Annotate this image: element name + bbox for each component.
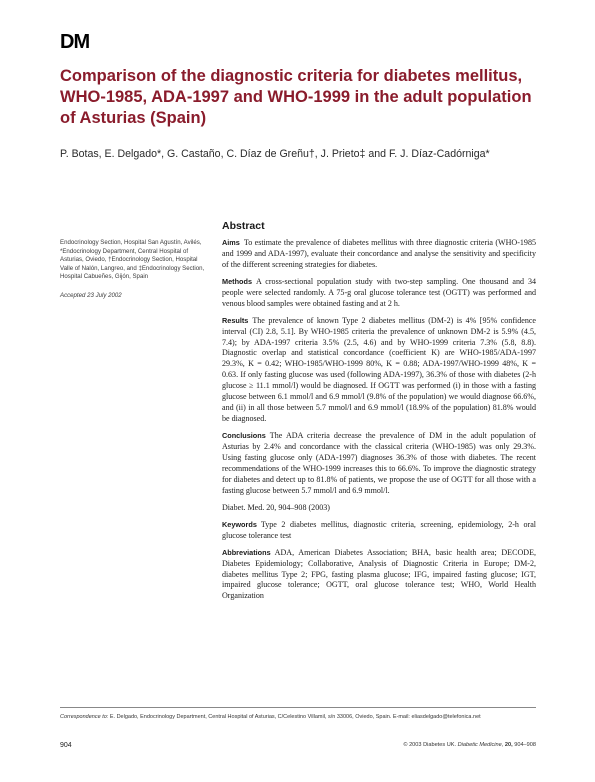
conclusions-label: Conclusions <box>222 430 266 440</box>
copyright-line <box>403 742 536 748</box>
article-title: Comparison of the diagnostic criteria for diabetes mellitus, WHO-1985, ADA-1997 and WHO-1999 in the adult population of Asturias (Spain) <box>60 67 532 127</box>
abbreviations-text: ADA, American Diabetes Association; BHA, basic health area; DECODE, Diabetes Epidemiology; Collaborative, Analysis of Diagnostic Criteria in Europe; DM-2, diabetes mellitus Type 2; FPG, fasting plasma glucose; IFG, impaired fasting glucose; IGT, impaired glucose tolerance; OGTT, oral glucose tolerance test; WHO, World Health Organization <box>222 547 536 601</box>
aims-text: To estimate the prevalence of diabetes mellitus with three diagnostic criteria (WHO-1985 and 1999 and ADA-1997), evaluate their concordance and analyse the sensitivity and specificity of the different screening strategies for diabetes. <box>222 237 536 269</box>
keywords-label: Keywords <box>222 519 257 529</box>
correspondence-label: Correspondence to: <box>60 714 109 720</box>
footer-divider <box>60 707 536 708</box>
conclusions-text: The ADA criteria decrease the prevalence of DM in the adult population of Asturias by 2.4% and concordance with the classical criteria (WHO-1985) was only 29.3%. Using fasting glucose only (ADA-1997) diagnoses 36.3% of those with diabetes. The recent recommendations of the WHO-1999 increases this to 66.6%. To improve the diagnostic strategy for diabetes and detect up to 81.8% of patients, we propose the use of OGTT for all those with a fasting glucose between 5.7 mmol/l and 6.9 mmol/l. <box>222 430 536 495</box>
abstract-methods <box>222 277 536 310</box>
keywords <box>222 520 536 542</box>
abbreviations <box>222 548 536 603</box>
page-number: 904 <box>60 742 72 749</box>
abbreviations-label: Abbreviations <box>222 547 271 557</box>
copyright-journal: Diabetic Medicine, <box>457 742 504 748</box>
abstract-results <box>222 316 536 425</box>
results-label: Results <box>222 315 249 325</box>
abstract-conclusions <box>222 431 536 496</box>
aims-label: Aims <box>222 237 240 247</box>
affiliations: Endocrinology Section, Hospital San Agustín, Avilés, *Endocrinology Department, Central Hospital of Asturias, Oviedo, †Endocrinology Section, Hospital Valle of Nalón, Langreo, and ‡Endocrinology Section, Hospital Cabueñes, Gijón, Spain <box>60 239 205 281</box>
copyright-prefix: © 2003 Diabetes UK. <box>403 742 457 748</box>
correspondence-text: E. Delgado, Endocrinology Department, Central Hospital of Asturias, C/Celestino Villamil, s/n 33006, Oviedo, Spain. E-mail: eliasdelgado@telefonica.net <box>109 714 481 720</box>
methods-text: A cross-sectional population study with two-step sampling. One thousand and 34 people were selected randomly. A 75-g oral glucose tolerance test (OGTT) was performed and venous blood samples were obtained fasting and at 2 h. <box>222 276 536 308</box>
abstract-heading: Abstract <box>222 220 265 232</box>
copyright-pages: 904–908 <box>514 742 536 748</box>
methods-label: Methods <box>222 276 252 286</box>
citation: Diabet. Med. 20, 904–908 (2003) <box>222 502 330 512</box>
results-text: The prevalence of known Type 2 diabetes mellitus (DM-2) is 4% [95% confidence interval (CI) 2.8, 5.1]. By WHO-1985 criteria the prevalence of unknown DM-2 is 5.9% (4.5, 7.4); by ADA-1997 criteria 3.5% (2.5, 4.6) and by WHO-1999 criteria 7.3% (5.8, 8.8). Diagnostic overlap and statistical concordance (coefficient K) are WHO-1985/ADA-1997 29.3%, K = 0.42; WHO-1985/WHO-1999 80%, K = 0.88; ADA-1997/WHO-1999 48%, K = 0.63. If only fasting glucose was used (following ADA-1997), 36.3% of those with diabetes (2-h glucose ≥ 11.1 mmol/l) would be diagnosed. If OGTT was performed (i) in those with a fasting glucose between 6.1 mmol/l and 6.9 mmol/l (9.8% of the population) we would diagnose 66.6%, and (ii) in all those between 5.7 mmol/l and 6.9 mmol/l (18.9% of the population) 81.8% would be diagnosed. <box>222 315 536 423</box>
affiliations-sidebar <box>60 239 212 301</box>
copyright-volume: 20, <box>504 742 513 748</box>
journal-logo-text: DM <box>60 31 90 51</box>
author-list: P. Botas, E. Delgado*, G. Castaño, C. Díaz de Greñu†, J. Prieto‡ and F. J. Díaz-Cadórniga* <box>60 148 490 160</box>
keywords-text: Type 2 diabetes mellitus, diagnostic criteria, screening, epidemiology, 2-h oral glucose tolerance test <box>222 519 536 540</box>
journal-logo <box>60 31 102 51</box>
abstract-aims <box>222 238 536 271</box>
correspondence <box>60 713 540 721</box>
abstract <box>222 221 536 608</box>
accepted-date: Accepted 23 July 2002 <box>60 291 122 299</box>
